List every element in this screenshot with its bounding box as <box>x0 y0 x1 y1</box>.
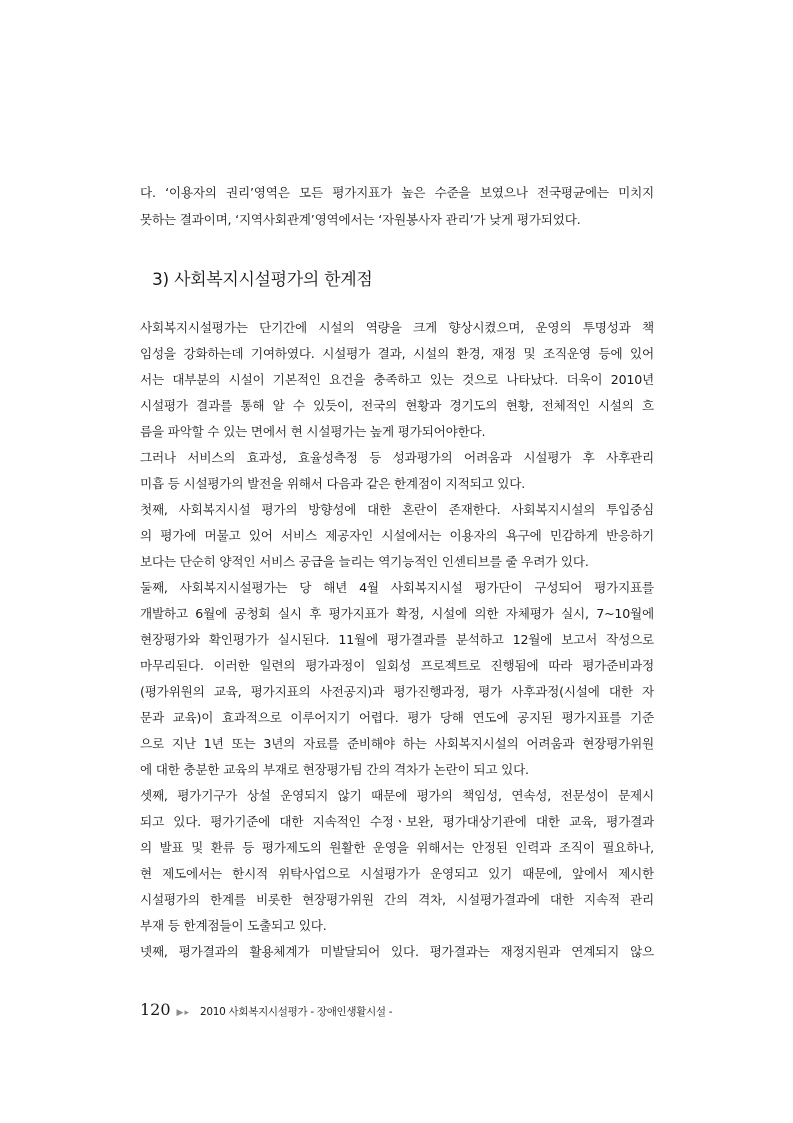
body-line: 부재 등 한계점들이 도출되고 있다. <box>140 918 327 933</box>
running-title: 2010 사회복지시설평가 - 장애인생활시설 - <box>200 1006 393 1018</box>
body-line: 서는 대부분의 시설이 기본적인 요건을 충족하고 있는 것으로 나타났다. 더욱이 2010년 <box>140 372 654 387</box>
body-line: 의 평가에 머물고 있어 서비스 제공자인 시설에서는 이용자의 욕구에 민감하게 반응하기 <box>140 528 654 543</box>
body-line: 마무리된다. 이러한 일련의 평가과정이 일회성 프로젝트로 진행됨에 따라 평가준비과정 <box>140 658 654 673</box>
page-number: 120 <box>140 1000 171 1019</box>
body-line: 문과 교육)이 효과적으로 이루어지기 어렵다. 평가 당해 연도에 공지된 평가지표를 기준 <box>140 710 654 725</box>
intro-line-2: 못하는 결과이며, ‘지역사회관계’영역에서는 ‘자원봉사자 관리’가 낮게 평가되었다. <box>140 212 581 227</box>
body-line: (평가위원의 교육, 평가지표의 사전공지)과 평가진행과정, 평가 사후과정(시설에 대한 자 <box>140 684 654 699</box>
body-line: 되고 있다. 평가기준에 대한 지속적인 수정ㆍ보완, 평가대상기관에 대한 교육, 평가결과 <box>140 814 654 829</box>
body-line: 시설평가의 한계를 비롯한 현장평가위원 간의 격차, 시설평가결과에 대한 지속적 관리 <box>140 892 654 907</box>
body-line: 개발하고 6월에 공청회 실시 후 평가지표가 확정, 시설에 의한 자체평가 실시, 7~10월에 <box>140 606 654 621</box>
body-line: 에 대한 충분한 교육의 부재로 현장평가팀 간의 격차가 논란이 되고 있다. <box>140 762 529 777</box>
body-line: 그러나 서비스의 효과성, 효율성측정 등 성과평가의 어려움과 시설평가 후 사후관리 <box>140 450 654 465</box>
body-line: 임성을 강화하는데 기여하였다. 시설평가 결과, 시설의 환경, 재정 및 조직운영 등에 있어 <box>140 346 654 361</box>
body-line: 사회복지시설평가는 단기간에 시설의 역량을 크게 향상시켰으며, 운영의 투명성과 책 <box>140 320 654 335</box>
body-line: 셋째, 평가기구가 상설 운영되지 않기 때문에 평가의 책임성, 연속성, 전문성이 문제시 <box>140 788 654 803</box>
body-line: 으로 지난 1년 또는 3년의 자료를 준비해야 하는 사회복지시설의 어려움과 현장평가위원 <box>140 736 654 751</box>
body-line: 현장평가와 확인평가가 실시된다. 11월에 평가결과를 분석하고 12월에 보고서 작성으로 <box>140 632 654 647</box>
body-line: 의 발표 및 환류 등 평가제도의 원활한 운영을 위해서는 안정된 인력과 조직이 필요하나, <box>140 840 654 855</box>
body-line: 보다는 단순히 양적인 서비스 공급을 늘리는 역기능적인 인센티브를 줄 우려가 있다. <box>140 554 589 569</box>
page-footer <box>140 1000 392 1020</box>
body-line: 둘째, 사회복지시설평가는 당 해년 4월 사회복지시설 평가단이 구성되어 평가지표를 <box>140 580 654 595</box>
body-line: 첫째, 사회복지시설 평가의 방향성에 대한 혼란이 존재한다. 사회복지시설의 투입중심 <box>140 502 654 517</box>
body-line: 미흡 등 시설평가의 발전을 위해서 다음과 같은 한계점이 지적되고 있다. <box>140 476 526 491</box>
body-line: 현 제도에서는 한시적 위탁사업으로 시설평가가 운영되고 있기 때문에, 앞에서 제시한 <box>140 866 654 881</box>
body-line: 시설평가 결과를 통해 알 수 있듯이, 전국의 현황과 경기도의 현황, 전체적인 시설의 흐 <box>140 398 654 413</box>
body-line: 넷째, 평가결과의 활용체계가 미발달되어 있다. 평가결과는 재정지원과 연계되지 않으 <box>140 944 654 959</box>
arrow-icon: ▶▸ <box>176 1008 190 1018</box>
section-heading: 3) 사회복지시설평가의 한계점 <box>152 270 373 290</box>
body-line: 름을 파악할 수 있는 면에서 현 시설평가는 높게 평가되어야한다. <box>140 424 486 439</box>
intro-line-1: 다. ‘이용자의 권리’영역은 모든 평가지표가 높은 수준을 보였으나 전국평균에는 미치지 <box>140 185 654 200</box>
